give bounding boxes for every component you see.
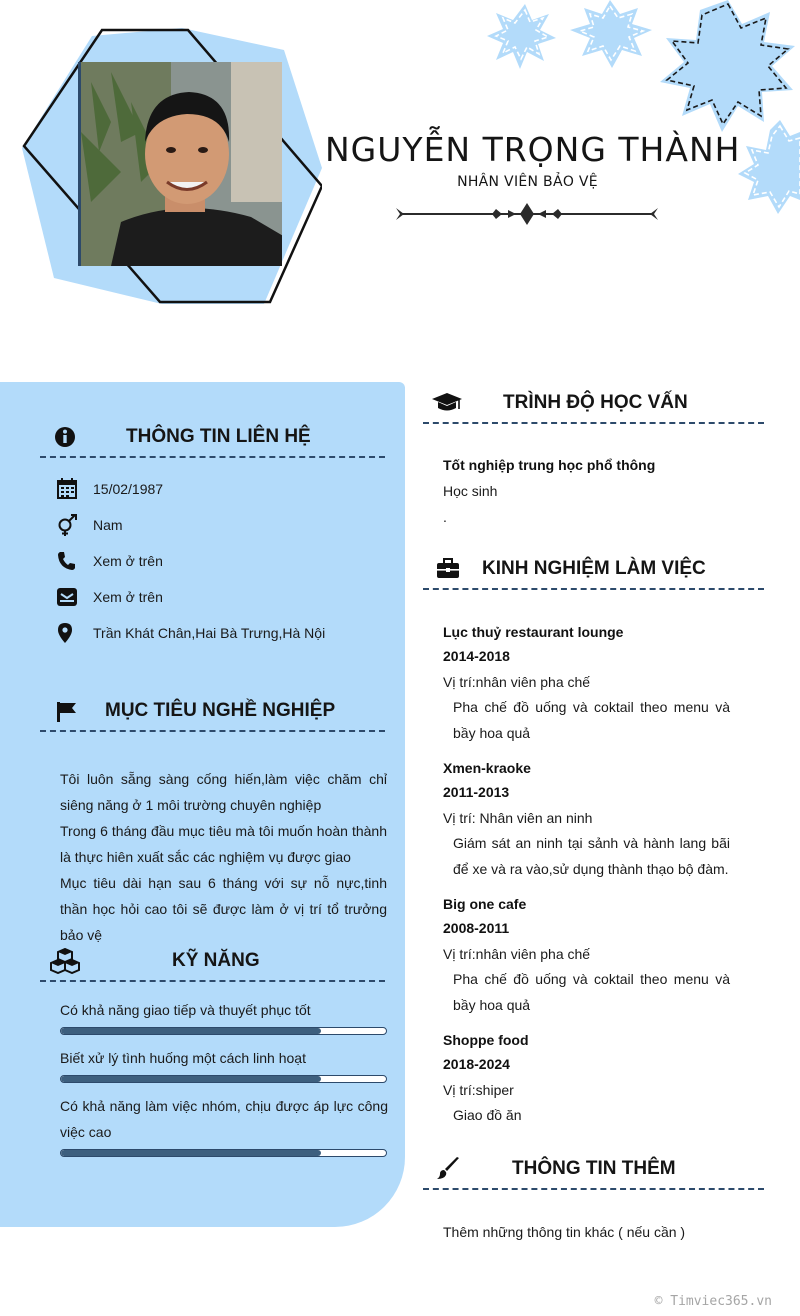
job-3-company: Big one cafe — [443, 896, 527, 912]
extra-section-title: THÔNG TIN THÊM — [512, 1158, 676, 1179]
divider-flourish — [396, 200, 658, 228]
decorative-stars — [470, 0, 800, 230]
objective-section-title: MỤC TIÊU NGHỀ NGHIỆP — [105, 700, 336, 721]
contact-address — [55, 620, 385, 648]
section-divider — [40, 456, 385, 458]
skills-section-header — [40, 942, 385, 982]
job-1-company: Lục thuỷ restaurant lounge — [443, 624, 624, 640]
education-degree: Tốt nghiệp trung học phổ thông — [443, 457, 656, 473]
job-3-position: Vị trí:nhân viên pha chế — [443, 946, 591, 962]
calendar-icon — [55, 478, 79, 500]
graduation-cap-icon — [431, 390, 463, 416]
email-icon — [55, 586, 79, 608]
skill-bar-1 — [60, 1027, 387, 1035]
phone-icon — [55, 550, 79, 572]
job-2-period: 2011-2013 — [443, 784, 510, 800]
skill-bar-fill-1 — [61, 1028, 321, 1034]
briefcase-icon — [435, 556, 461, 582]
job-2-company: Xmen-kraoke — [443, 760, 531, 776]
skill-bar-fill-2 — [61, 1076, 321, 1082]
objective-line-1: Tôi luôn sẵng sàng cống hiến,làm việc chăm chỉ siêng năng ở 1 môi trường chuyên nghiệp — [60, 771, 387, 813]
job-1-description: Pha chế đồ uống và coktail theo menu và bầy hoa quả — [453, 699, 730, 741]
contact-phone-text: Xem ở trên — [93, 553, 163, 569]
contact-birthday-text: 15/02/1987 — [93, 481, 164, 497]
job-1-position: Vị trí:nhân viên pha chế — [443, 674, 591, 690]
job-4-period: 2018-2024 — [443, 1056, 510, 1072]
job-2-description: Giám sát an ninh tại sảnh và hành lang bãi để xe và ra vào,sử dụng thành thạo bộ đàm. — [453, 835, 730, 877]
skill-label-1: Có khả năng giao tiếp và thuyết phục tốt — [60, 1002, 311, 1018]
contact-address-text: Trần Khát Chân,Hai Bà Trưng,Hà Nội — [93, 625, 326, 641]
education-section-header — [423, 384, 764, 424]
gender-icon — [55, 514, 79, 536]
job-3-description: Pha chế đồ uống và coktail theo menu và bầy hoa quả — [453, 971, 730, 1013]
section-divider — [423, 588, 764, 590]
section-divider — [40, 980, 385, 982]
location-icon — [55, 622, 79, 644]
contact-gender — [55, 512, 385, 540]
skill-bar-fill-3 — [61, 1150, 321, 1156]
experience-section-title: KINH NGHIỆM LÀM VIỆC — [482, 558, 706, 579]
job-4-description: Giao đồ ăn — [453, 1107, 522, 1123]
objective-line-2: Trong 6 tháng đầu mục tiêu mà tôi muốn hoàn thành là thực hiên xuất sắc các nghiệm vụ được giao — [60, 823, 387, 865]
skills-section-title: KỸ NĂNG — [172, 950, 260, 971]
section-divider — [40, 730, 385, 732]
profile-photo — [78, 62, 282, 266]
contact-section-title: THÔNG TIN LIÊN HỆ — [126, 426, 311, 447]
contact-email — [55, 584, 385, 612]
flag-icon — [54, 698, 80, 724]
candidate-job-title: NHÂN VIÊN BẢO VỆ — [457, 174, 598, 190]
paintbrush-icon — [435, 1156, 461, 1182]
job-4-company: Shoppe food — [443, 1032, 529, 1048]
cv-header — [0, 0, 800, 330]
cubes-icon — [50, 948, 80, 974]
job-4-position: Vị trí:shiper — [443, 1082, 514, 1098]
contact-birthday — [55, 476, 385, 504]
section-divider — [423, 422, 764, 424]
education-section-title: TRÌNH ĐỘ HỌC VẤN — [503, 392, 688, 413]
watermark: © Timviec365.vn — [654, 1294, 772, 1309]
objective-line-3: Mục tiêu dài hạn sau 6 tháng với sự nỗ nực,tinh thần học hỏi cao tôi sẽ được làm ở vị trí tổ trưởng bảo vệ — [60, 875, 387, 943]
contact-email-text: Xem ở trên — [93, 589, 163, 605]
skill-bar-2 — [60, 1075, 387, 1083]
education-note: . — [443, 509, 447, 525]
contact-gender-text: Nam — [93, 517, 123, 533]
contact-phone — [55, 548, 385, 576]
job-3-period: 2008-2011 — [443, 920, 510, 936]
skill-label-2: Biết xử lý tình huống một cách linh hoạt — [60, 1050, 306, 1066]
skill-bar-3 — [60, 1149, 387, 1157]
experience-section-header — [423, 550, 764, 590]
job-2-position: Vị trí: Nhân viên an ninh — [443, 810, 593, 826]
contact-section-header — [40, 418, 385, 458]
extra-info-text: Thêm những thông tin khác ( nếu cần ) — [443, 1224, 686, 1240]
candidate-name: NGUYỄN TRỌNG THÀNH — [325, 130, 741, 169]
extra-section-header — [423, 1150, 764, 1190]
skill-label-3: Có khả năng làm việc nhóm, chịu được áp lực công việc cao — [60, 1098, 388, 1140]
section-divider — [423, 1188, 764, 1190]
education-role: Học sinh — [443, 483, 498, 499]
job-1-period: 2014-2018 — [443, 648, 510, 664]
objective-section-header — [40, 692, 385, 732]
info-icon — [52, 424, 78, 450]
